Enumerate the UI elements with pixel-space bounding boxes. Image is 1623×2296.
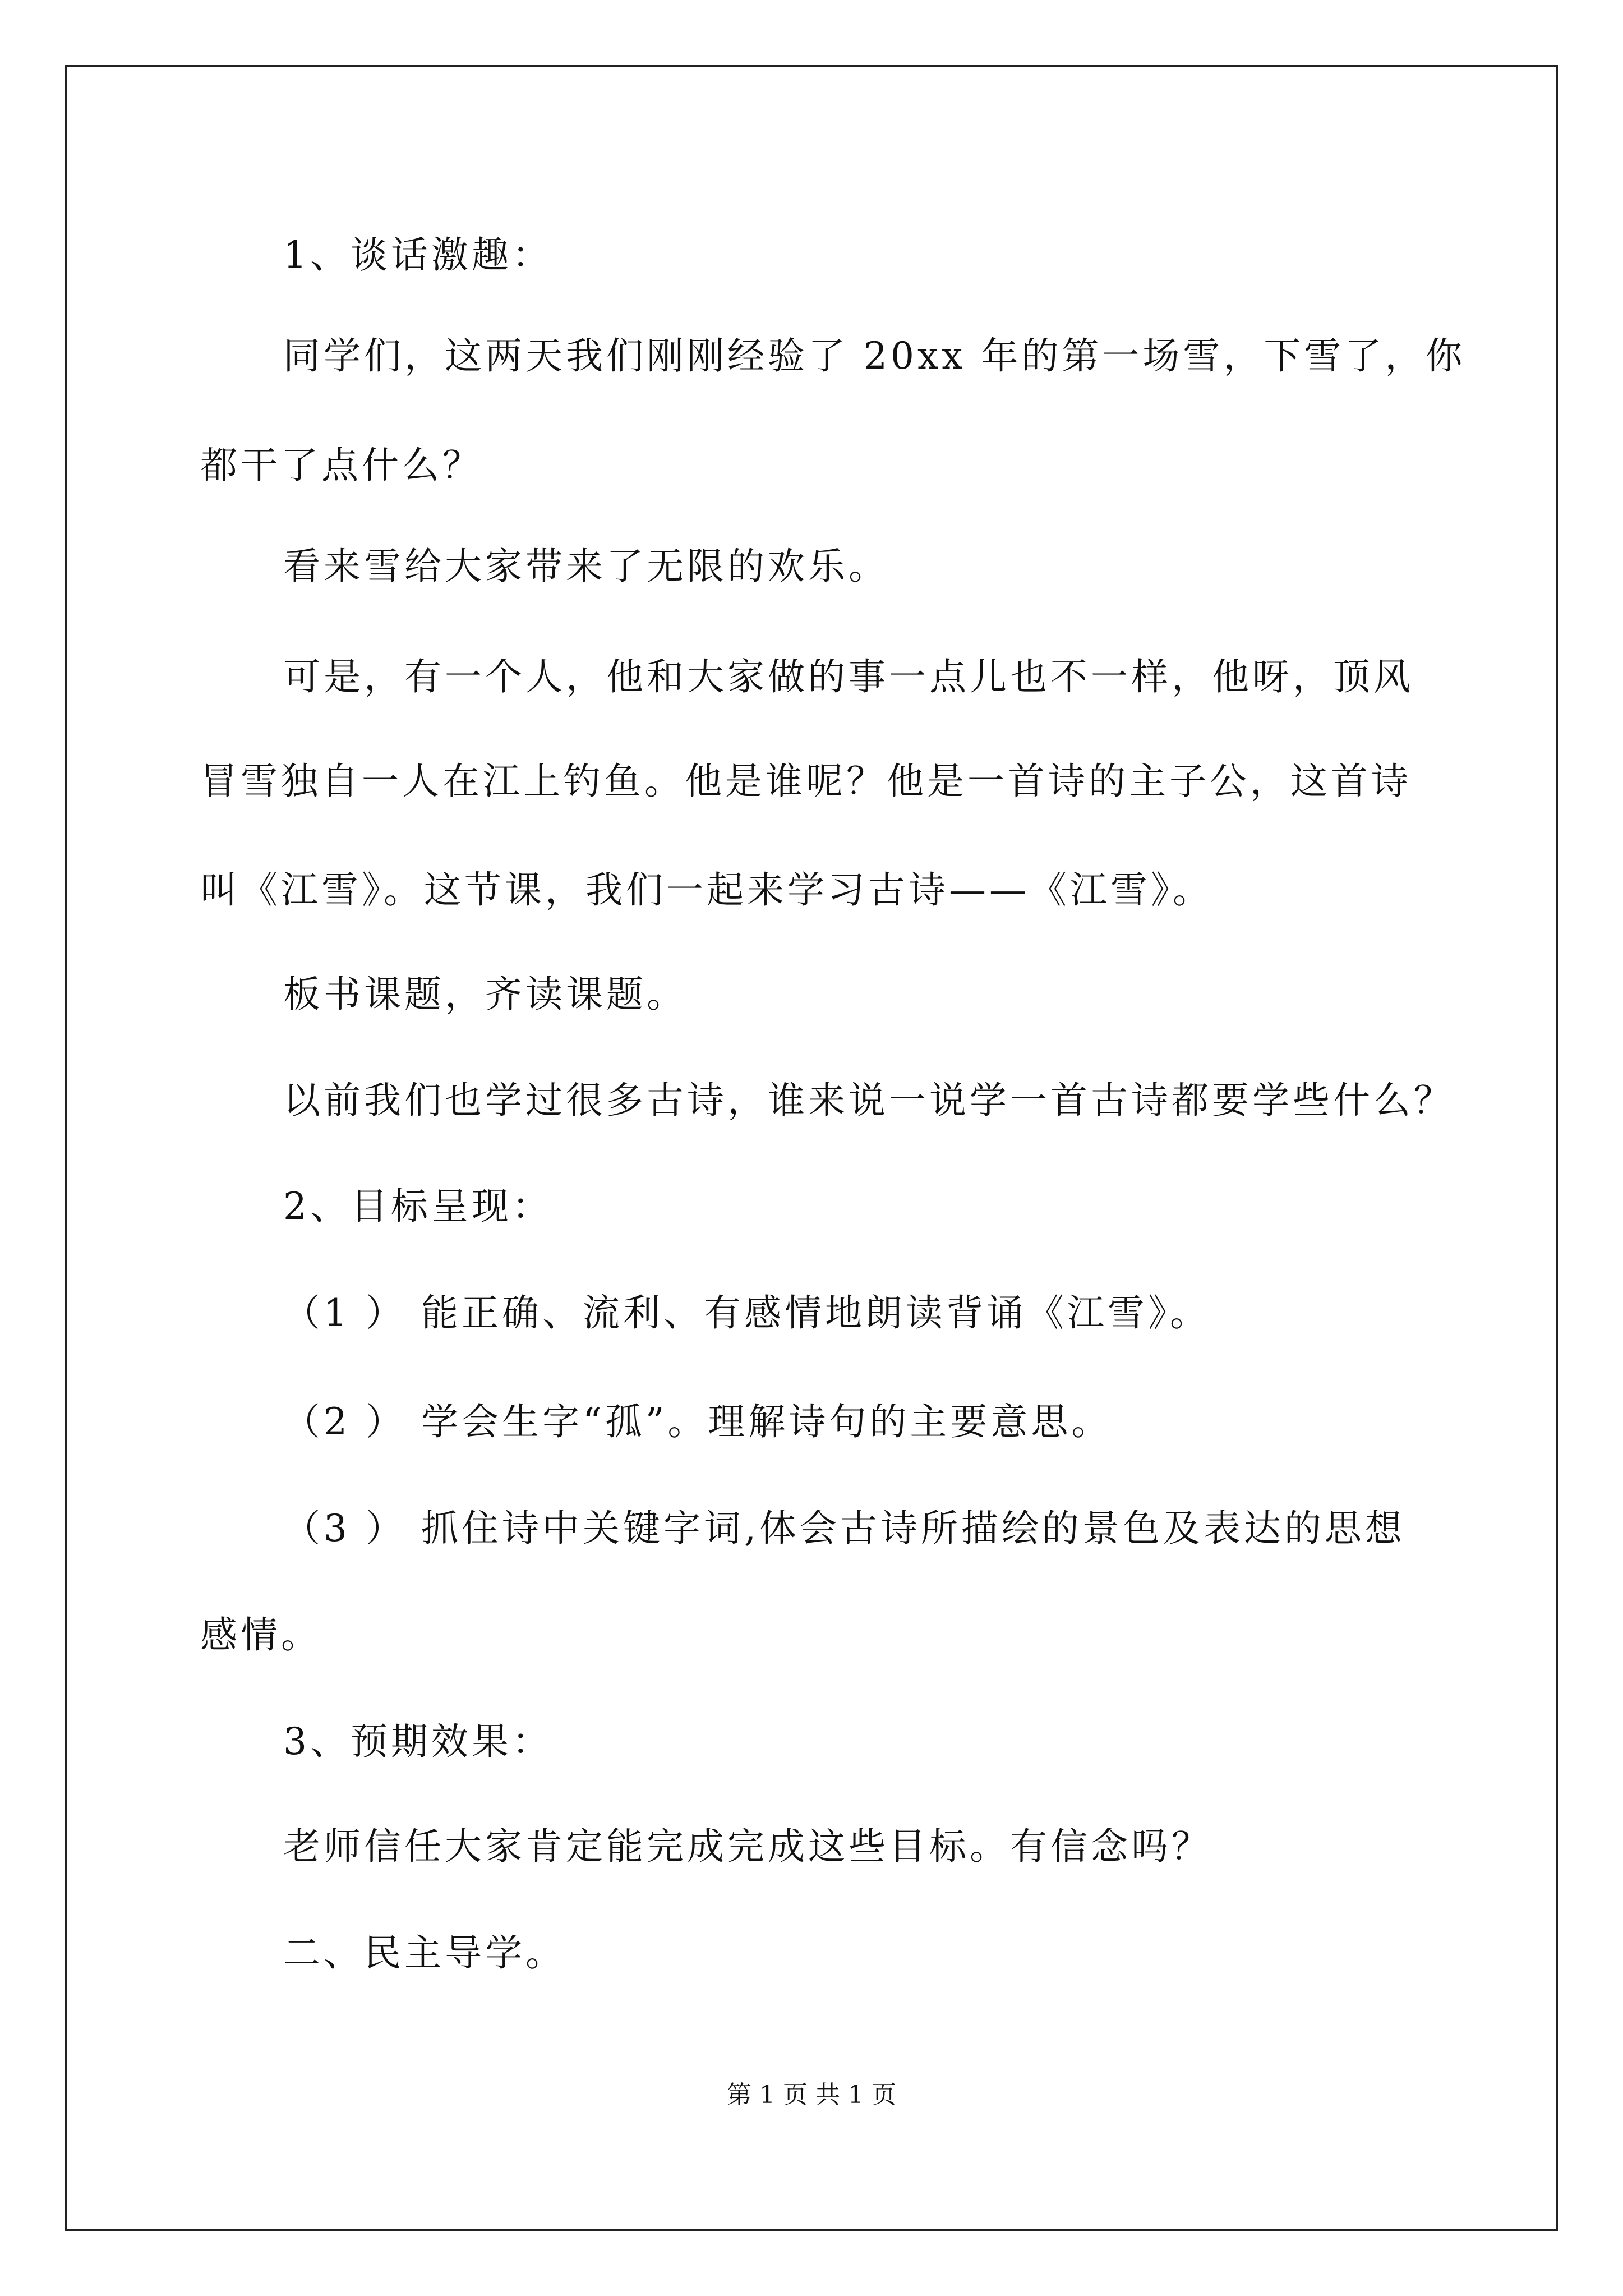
text-line: 以前我们也学过很多古诗，谁来说一说学一首古诗都要学些什么？: [283, 1079, 1454, 1122]
text-line: 冒雪独自一人在江上钓鱼。他是谁呢？他是一首诗的主子公，这首诗: [200, 760, 1412, 803]
text-line: 看来雪给大家带来了无限的欢乐。: [283, 545, 889, 588]
page-border: [65, 65, 1558, 2231]
text-line: （2 ） 学会生字“孤”。理解诗句的主要意思。: [283, 1400, 1112, 1443]
text-line: 感情。: [200, 1613, 321, 1657]
text-line: 同学们，这两天我们刚刚经验了 20xx 年的第一场雪，下雪了，你: [283, 334, 1466, 378]
text-line: 叫《江雪》。这节课，我们一起来学习古诗——《江雪》。: [200, 868, 1213, 912]
text-line: 2、目标呈现：: [283, 1185, 552, 1228]
text-line: 可是，有一个人，他和大家做的事一点儿也不一样，他呀，顶风: [283, 655, 1414, 698]
text-line: （1 ） 能正确、流利、有感情地朗读背诵《江雪》。: [283, 1291, 1210, 1335]
page-footer: 第 1 页 共 1 页: [727, 2081, 896, 2109]
text-line: （3 ） 抓住诗中关键字词,体会古诗所描绘的景色及表达的思想: [283, 1507, 1405, 1550]
text-line: 都干了点什么？: [200, 444, 483, 487]
text-line: 1、谈话激趣：: [283, 233, 552, 277]
text-line: 老师信任大家肯定能完成完成这些目标。有信念吗？: [283, 1825, 1212, 1868]
text-line: 二、民主导学。: [283, 1931, 566, 1975]
text-line: 板书课题，齐读课题。: [283, 973, 687, 1016]
text-line: 3、预期效果：: [283, 1720, 552, 1763]
